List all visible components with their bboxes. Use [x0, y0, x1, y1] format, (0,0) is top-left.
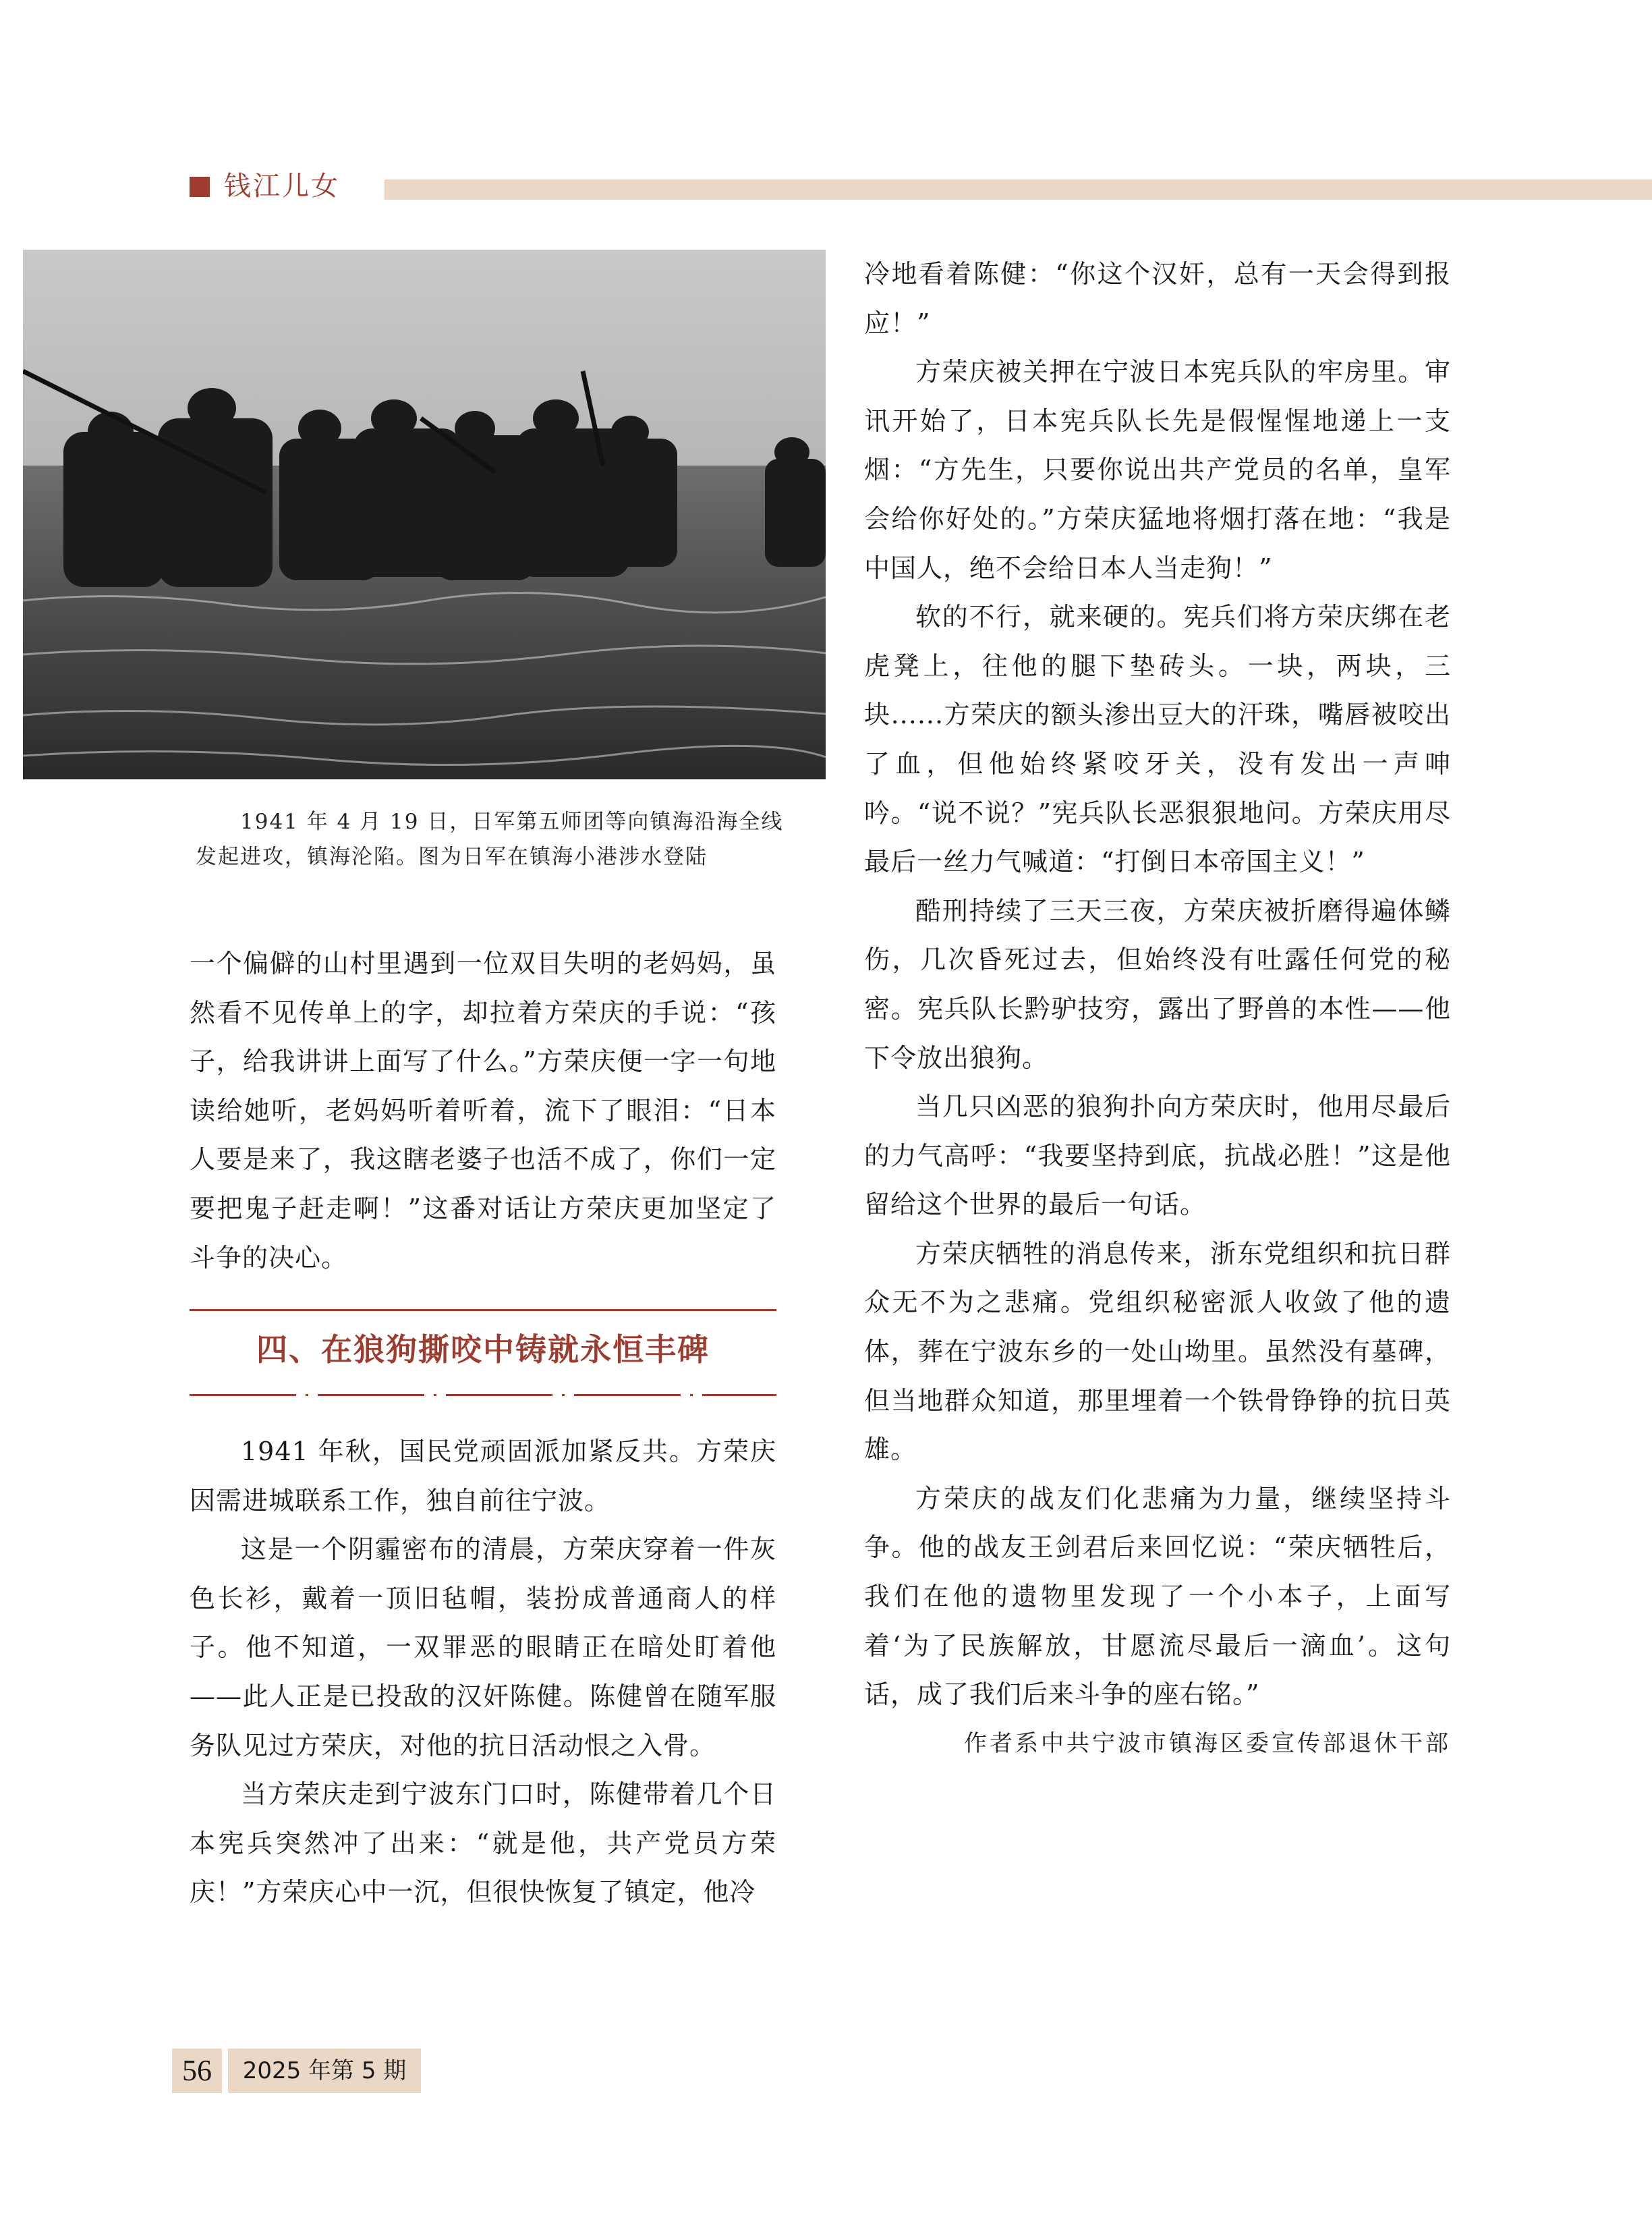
paragraph: 酷刑持续了三天三夜，方荣庆被折磨得遍体鳞伤，几次昏死过去，但始终没有吐露任何党的秘密。宪兵队长黔驴技穷，露出了野兽的本性——他下令放出狼狗。 — [864, 895, 1451, 1073]
right-column — [864, 250, 1451, 1768]
paragraph: 1941 年秋，国民党顽固派加紧反共。方荣庆因需进城联系工作，独自前往宁波。 — [190, 1437, 776, 1515]
column-title: 钱江儿女 — [224, 171, 340, 202]
paragraph: 当方荣庆走到宁波东门口时，陈健带着几个日本宪兵突然冲了出来：“就是他，共产党员方荣庆！”方荣庆心中一沉，但很快恢复了镇定，他冷 — [190, 1779, 776, 1908]
paragraph: 冷地看着陈健：“你这个汉奸，总有一天会得到报应！” — [864, 259, 1451, 338]
header-bar — [384, 179, 1652, 200]
paragraph: 方荣庆被关押在宁波日本宪兵队的牢房里。审讯开始了，日本宪兵队长先是假惺惺地递上一支烟：“方先生，只要你说出共产党员的名单，皇军会给你好处的。”方荣庆猛地将烟打落在地：“我是中国人，绝不会给日本人当走狗！” — [864, 357, 1451, 583]
paragraph: 方荣庆的战友们化悲痛为力量，继续坚持斗争。他的战友王剑君后来回忆说：“荣庆牺牲后，我们在他的遗物里发现了一个小本子，上面写着‘为了民族解放，甘愿流尽最后一滴血’。这句话，成了我们后来斗争的座右铭。” — [864, 1483, 1451, 1710]
left-column-bottom — [190, 1427, 776, 1917]
author-byline: 作者系中共宁波市镇海区委宣传部退休干部 — [964, 1729, 1451, 1757]
section-rule-bottom — [190, 1394, 776, 1396]
paragraph: 软的不行，就来硬的。宪兵们将方荣庆绑在老虎凳上，往他的腿下垫砖头。一块，两块，三块......方荣庆的额头渗出豆大的汗珠，嘴唇被咬出了血，但他始终紧咬牙关，没有发出一声呻吟。“说不说？”宪兵队长恶狠狠地问。方荣庆用尽最后一丝力气喊道：“打倒日本帝国主义！” — [864, 602, 1451, 877]
left-column-top — [190, 939, 776, 1282]
caption-line-1: 1941 年 4 月 19 日，日军第五师团等向镇海沿海全线 — [240, 810, 784, 834]
section-rule-top — [190, 1309, 776, 1311]
historical-photo — [23, 250, 826, 779]
paragraph: 当几只凶恶的狼狗扑向方荣庆时，他用尽最后的力气高呼：“我要坚持到底，抗战必胜！”这是他留给这个世界的最后一句话。 — [864, 1092, 1451, 1220]
paragraph: 方荣庆牺牲的消息传来，浙东党组织和抗日群众无不为之悲痛。党组织秘密派人收敛了他的遗体，葬在宁波东乡的一处山坳里。虽然没有墓碑，但当地群众知道，那里埋着一个铁骨铮铮的抗日英雄。 — [864, 1238, 1451, 1465]
column-marker — [190, 177, 210, 197]
photo-caption — [196, 804, 789, 874]
page-number: 56 — [172, 2049, 222, 2093]
section-title: 四、在狼狗撕咬中铸就永恒丰碑 — [256, 1331, 710, 1368]
paragraph: 一个偏僻的山村里遇到一位双目失明的老妈妈，虽然看不见传单上的字，却拉着方荣庆的手说：“孩子，给我讲讲上面写了什么。”方荣庆便一字一句地读给她听，老妈妈听着听着，流下了眼泪：“日本人要是来了，我这瞎老婆子也活不成了，你们一定要把鬼子赶走啊！”这番对话让方荣庆更加坚定了斗争的决心。 — [190, 949, 776, 1273]
paragraph: 这是一个阴霾密布的清晨，方荣庆穿着一件灰色长衫，戴着一顶旧毡帽，装扮成普通商人的样子。他不知道，一双罪恶的眼睛正在暗处盯着他——此人正是已投敌的汉奸陈健。陈健曾在随军服务队见过方荣庆，对他的抗日活动恨之入骨。 — [190, 1534, 776, 1760]
issue-label: 2025 年第 5 期 — [228, 2049, 421, 2093]
caption-line-2: 发起进攻，镇海沦陷。图为日军在镇海小港涉水登陆 — [196, 845, 708, 869]
